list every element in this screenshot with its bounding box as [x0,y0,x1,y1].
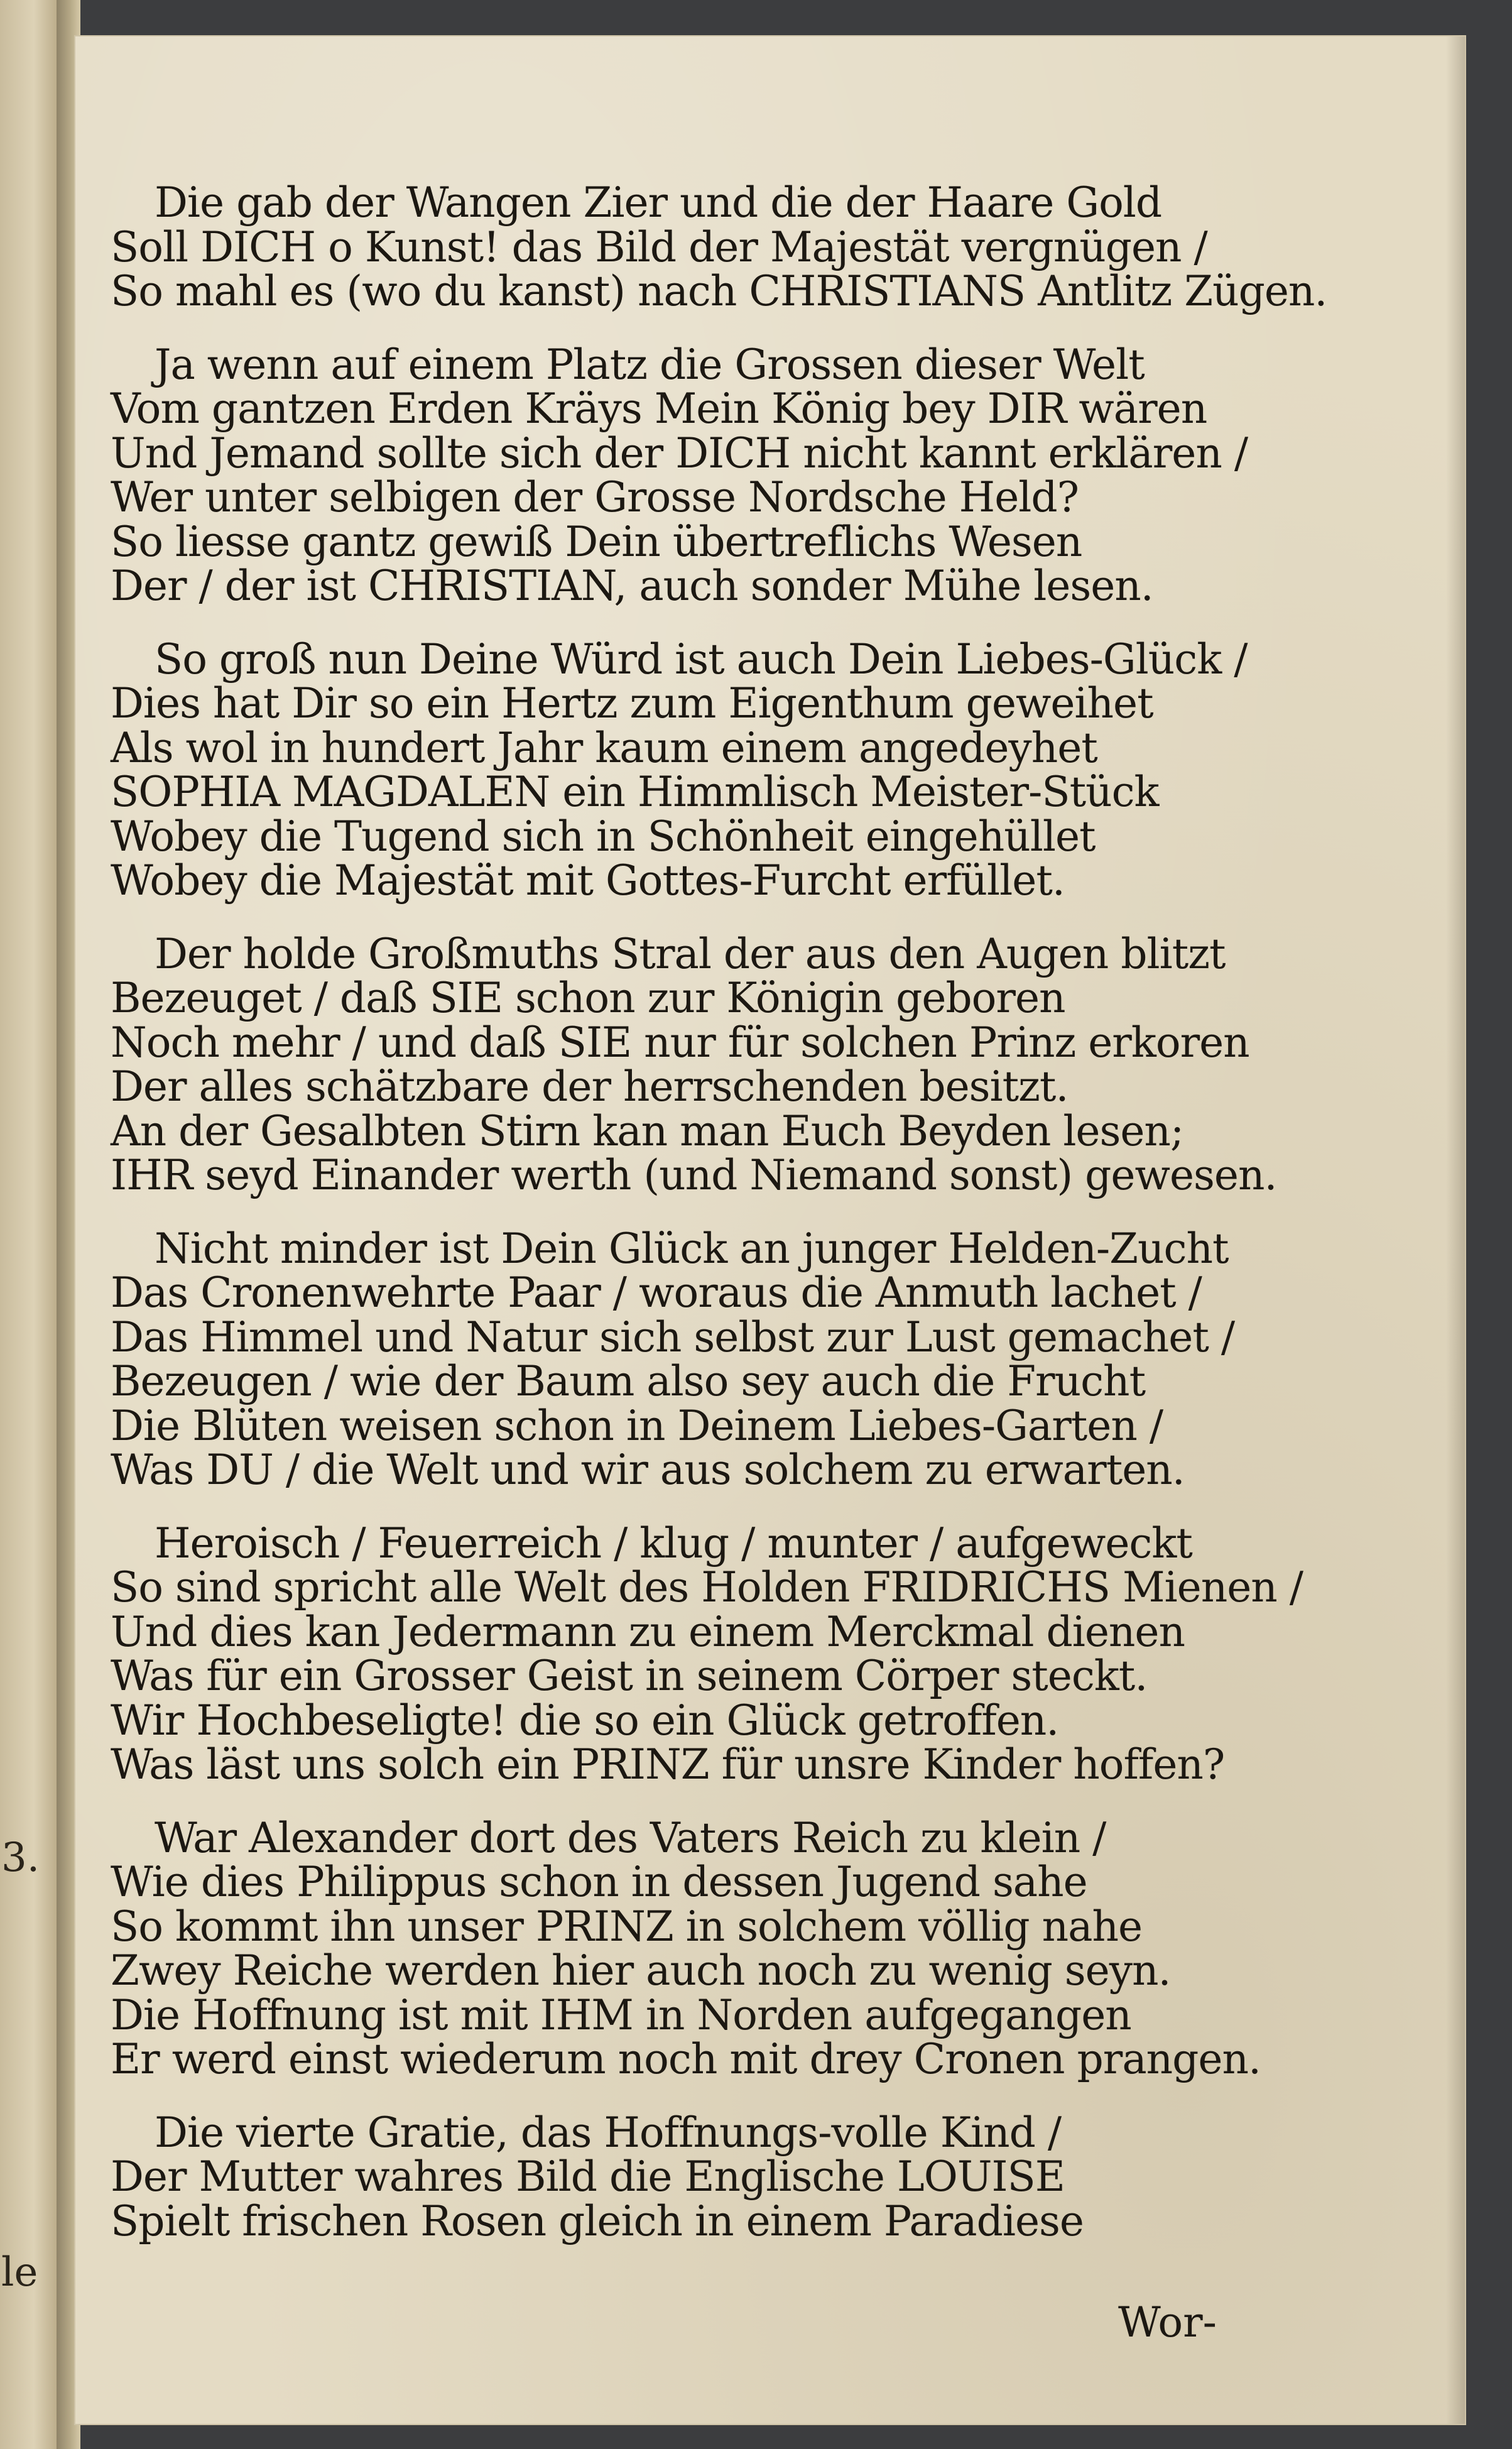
verse-line: Was DU / die Welt und wir aus solchem zu erwarten. [111,1446,1185,1494]
verse-line: Der Mutter wahres Bild die Englische LOUISE [111,2152,1065,2201]
verse-line: Vom gantzen Erden Kräys Mein König bey DIR wären [111,385,1207,433]
verse-line: Dies hat Dir so ein Hertz zum Eigenthum geweihet [111,679,1153,728]
stanza [111,1519,1386,1789]
verse-line: So kommt ihn unser PRINZ in solchem völlig nahe [111,1902,1143,1951]
stanza [111,2108,1386,2245]
verse-line: Nicht minder ist Dein Glück an junger Helden-Zucht [155,1224,1229,1273]
verse-line: SOPHIA MAGDALEN ein Himmlisch Meister-Stück [111,768,1159,816]
verse-line: Spielt frischen Rosen gleich in einem Paradiese [111,2196,1084,2245]
verse-line: Er werd einst wiederum noch mit drey Cronen prangen. [111,2035,1261,2083]
verse-line: War Alexander dort des Vaters Reich zu klein / [155,1813,1106,1862]
verse-line: Der / der ist CHRISTIAN, auch sonder Mühe lesen. [111,562,1153,610]
verse-line: Heroisch / Feuerreich / klug / munter / aufgeweckt [155,1519,1192,1568]
verse-line: Wie dies Philippus schon in dessen Jugend sahe [111,1858,1087,1906]
verse-line: Ja wenn auf einem Platz die Grossen dieser Welt [155,340,1145,389]
stanza [111,635,1386,905]
left-page-fragment-1: 3. [1,1835,40,1881]
verse-line: Soll DICH o Kunst! das Bild der Majestät vergnügen / [111,222,1207,271]
verse-line: Bezeuget / daß SIE schon zur Königin geboren [111,974,1065,1022]
book-page [75,36,1465,2424]
stanza [111,340,1386,610]
verse-line: An der Gesalbten Stirn kan man Euch Beyden lesen; [111,1106,1184,1155]
verse-line: Der alles schätzbare der herrschenden besitzt. [111,1062,1069,1111]
verse-line: So groß nun Deine Würd ist auch Dein Liebes-Glück / [155,635,1248,684]
stanza [111,1813,1386,2083]
catchword: Wor- [1118,2298,1217,2347]
verse-line: Der holde Großmuths Stral der aus den Augen blitzt [155,929,1226,978]
verse-line: Und Jemand sollte sich der DICH nicht kannt erklären / [111,428,1248,477]
stanza [111,178,1386,315]
stanza [111,929,1386,1199]
poem-text [111,178,1386,2272]
verse-line: Wobey die Tugend sich in Schönheit eingehüllet [111,812,1096,861]
verse-line: Die vierte Gratie, das Hoffnungs-volle Kind / [155,2108,1062,2157]
verse-line: IHR seyd Einander werth (und Niemand sonst) gewesen. [111,1151,1277,1199]
verse-line: Was läst uns solch ein PRINZ für unsre Kinder hoffen? [111,1740,1225,1789]
verse-line: Die gab der Wangen Zier und die der Haare Gold [155,178,1162,227]
verse-line: Als wol in hundert Jahr kaum einem angedeyhet [111,723,1097,772]
verse-line: Wir Hochbeseligte! die so ein Glück getroffen. [111,1696,1059,1745]
verse-line: Was für ein Grosser Geist in seinem Cörper steckt. [111,1652,1148,1700]
page-edge-shadow [1446,36,1465,2424]
stanza [111,1224,1386,1494]
verse-line: Und dies kan Jedermann zu einem Merckmal dienen [111,1607,1185,1656]
verse-line: So mahl es (wo du kanst) nach CHRISTIANS Antlitz Zügen. [111,267,1327,315]
verse-line: Noch mehr / und daß SIE nur für solchen Prinz erkoren [111,1018,1249,1067]
verse-line: Das Himmel und Natur sich selbst zur Lust gemachet / [111,1312,1235,1361]
verse-line: Zwey Reiche werden hier auch noch zu wenig seyn. [111,1946,1171,1995]
left-page-fragment-2: le [1,2249,38,2296]
verse-line: So liesse gantz gewiß Dein übertreflichs Wesen [111,517,1082,566]
previous-page-edge [0,0,57,2449]
verse-line: Die Blüten weisen schon in Deinem Liebes-Garten / [111,1401,1163,1450]
verse-line: Die Hoffnung ist mit IHM in Norden aufgegangen [111,1990,1131,2039]
verse-line: Das Cronenwehrte Paar / woraus die Anmuth lachet / [111,1268,1202,1317]
verse-line: Wobey die Majestät mit Gottes-Furcht erfüllet. [111,856,1065,905]
verse-line: Bezeugen / wie der Baum also sey auch die Frucht [111,1357,1146,1405]
verse-line: Wer unter selbigen der Grosse Nordsche Held? [111,473,1079,521]
verse-line: So sind spricht alle Welt des Holden FRIDRICHS Mienen / [111,1563,1303,1612]
